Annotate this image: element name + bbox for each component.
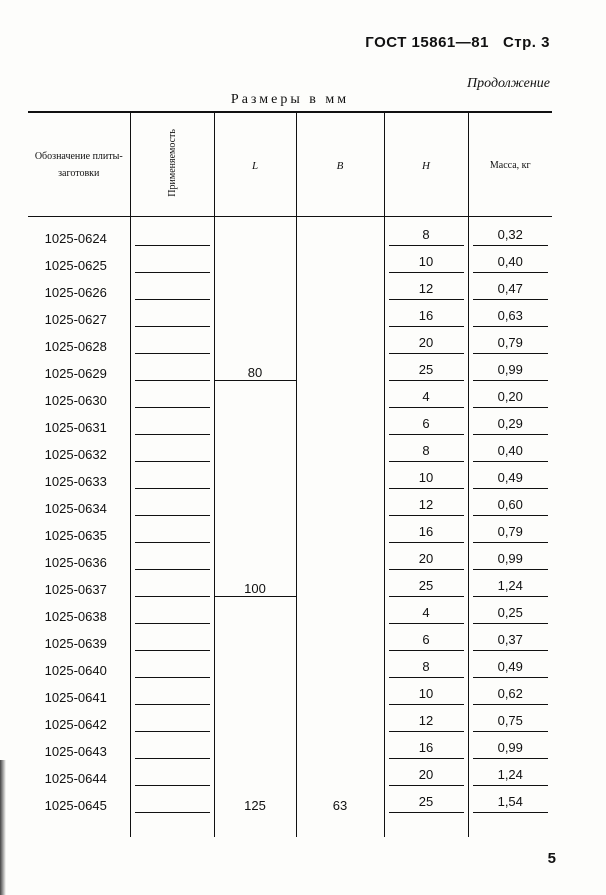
H-value-cell	[384, 327, 468, 354]
designation-cell: 1025-0629	[44, 365, 107, 381]
mass-value-cell	[468, 216, 552, 246]
mass-value-cell	[468, 651, 552, 678]
designation-cell: 1025-0641	[44, 689, 107, 705]
designation-cell: 1025-0645	[44, 797, 107, 813]
applicability-blank-line	[135, 252, 210, 273]
applicability-blank-line	[135, 225, 210, 246]
mass-value-cell	[468, 759, 552, 786]
mass-value: 0,79	[473, 333, 549, 354]
applicability-cell	[130, 543, 214, 570]
applicability-blank-line	[135, 441, 210, 462]
H-value-cell	[384, 570, 468, 597]
designation-cell: 1025-0633	[44, 473, 107, 489]
designation-cell: 1025-0628	[44, 338, 107, 354]
applicability-cell	[130, 759, 214, 786]
applicability-blank-line	[135, 630, 210, 651]
applicability-cell	[130, 516, 214, 543]
applicability-blank-line	[135, 414, 210, 435]
table-row	[28, 381, 552, 408]
mass-value: 0,47	[473, 279, 549, 300]
mass-value-cell	[468, 678, 552, 705]
col-designation-header: Обозначение плиты-заготовки	[28, 112, 130, 216]
H-value: 20	[389, 333, 464, 354]
mass-value-cell	[468, 381, 552, 408]
designation-cell: 1025-0640	[44, 662, 107, 678]
H-value: 16	[389, 306, 464, 327]
col-B-header: B	[296, 112, 384, 216]
B-value-cell: 63	[296, 216, 384, 813]
L-value-cell: 100	[214, 381, 296, 597]
H-value-cell	[384, 408, 468, 435]
mass-value-cell	[468, 327, 552, 354]
H-value-cell	[384, 732, 468, 759]
H-value: 10	[389, 468, 464, 489]
mass-value-cell	[468, 624, 552, 651]
designation-cell: 1025-0634	[44, 500, 107, 516]
H-value-cell	[384, 759, 468, 786]
applicability-cell	[130, 246, 214, 273]
H-value-cell	[384, 435, 468, 462]
applicability-cell	[130, 597, 214, 624]
H-value-cell	[384, 489, 468, 516]
applicability-blank-line	[135, 603, 210, 624]
designation-cell: 1025-0624	[44, 230, 107, 246]
mass-value-cell	[468, 786, 552, 813]
H-value: 12	[389, 279, 464, 300]
applicability-cell	[130, 624, 214, 651]
mass-value-cell	[468, 543, 552, 570]
applicability-blank-line	[135, 549, 210, 570]
applicability-blank-line	[135, 765, 210, 786]
applicability-cell	[130, 300, 214, 327]
mass-value: 1,54	[473, 792, 549, 813]
applicability-cell	[130, 786, 214, 813]
designation-cell: 1025-0626	[44, 284, 107, 300]
H-value: 25	[389, 792, 464, 813]
H-value-cell	[384, 354, 468, 381]
applicability-blank-line	[135, 738, 210, 759]
H-value-cell	[384, 246, 468, 273]
continuation-label: Продолжение	[467, 76, 550, 91]
H-value: 25	[389, 360, 464, 381]
mass-value-cell	[468, 246, 552, 273]
designation-cell: 1025-0636	[44, 554, 107, 570]
mass-value: 0,20	[473, 387, 549, 408]
mass-value-cell	[468, 354, 552, 381]
applicability-cell	[130, 705, 214, 732]
applicability-cell	[130, 273, 214, 300]
B-trailing-cell	[296, 813, 384, 837]
applicability-cell	[130, 435, 214, 462]
mass-value-cell	[468, 516, 552, 543]
mass-value-cell	[468, 462, 552, 489]
col-H-header: H	[384, 112, 468, 216]
applicability-cell	[130, 570, 214, 597]
mass-value: 1,24	[473, 765, 549, 786]
designation-cell: 1025-0632	[44, 446, 107, 462]
H-value: 10	[389, 252, 464, 273]
designation-cell: 1025-0644	[44, 770, 107, 786]
sizes-caption: Размеры в мм	[230, 92, 350, 107]
H-value-cell	[384, 300, 468, 327]
mass-value-cell	[468, 273, 552, 300]
H-value-cell	[384, 516, 468, 543]
mass-value: 0,99	[473, 738, 549, 759]
applicability-cell	[130, 651, 214, 678]
applicability-blank-line	[135, 387, 210, 408]
mass-value: 0,49	[473, 657, 549, 678]
applicability-blank-line	[135, 306, 210, 327]
mass-value-cell	[468, 597, 552, 624]
designation-cell: 1025-0625	[44, 257, 107, 273]
designation-cell: 1025-0627	[44, 311, 107, 327]
applicability-blank-line	[135, 711, 210, 732]
applicability-blank-line	[135, 495, 210, 516]
col-applicability-header: Применяемость	[130, 112, 214, 216]
H-value: 6	[389, 414, 464, 435]
H-value: 4	[389, 603, 464, 624]
applicability-cell	[130, 462, 214, 489]
col-L-header: L	[214, 112, 296, 216]
mass-value: 0,79	[473, 522, 549, 543]
trailing-cell	[214, 813, 296, 837]
L-value-cell: 80	[214, 216, 296, 381]
plate-blank-table	[28, 111, 552, 837]
H-value-cell	[384, 381, 468, 408]
col-mass-header: Масса, кг	[468, 112, 552, 216]
mass-value: 0,32	[473, 225, 549, 246]
applicability-blank-line	[135, 468, 210, 489]
table-trailing-row	[28, 813, 552, 837]
H-value: 8	[389, 657, 464, 678]
trailing-cell	[28, 813, 130, 837]
applicability-cell	[130, 489, 214, 516]
mass-value: 0,75	[473, 711, 549, 732]
mass-value-cell	[468, 435, 552, 462]
H-value: 16	[389, 738, 464, 759]
applicability-cell	[130, 354, 214, 381]
applicability-cell	[130, 327, 214, 354]
mass-value-cell	[468, 705, 552, 732]
designation-cell: 1025-0639	[44, 635, 107, 651]
H-value: 6	[389, 630, 464, 651]
table-body	[28, 216, 552, 837]
designation-cell: 1025-0638	[44, 608, 107, 624]
trailing-cell	[130, 813, 214, 837]
designation-cell: 1025-0630	[44, 392, 107, 408]
H-value: 12	[389, 711, 464, 732]
mass-value: 0,25	[473, 603, 549, 624]
mass-value: 0,29	[473, 414, 549, 435]
H-value: 4	[389, 387, 464, 408]
H-value: 10	[389, 684, 464, 705]
applicability-blank-line	[135, 657, 210, 678]
designation-cell: 1025-0631	[44, 419, 107, 435]
H-value-cell	[384, 678, 468, 705]
applicability-cell	[130, 408, 214, 435]
mass-value-cell	[468, 489, 552, 516]
H-value-cell	[384, 786, 468, 813]
page-label: Стр. 3	[502, 34, 550, 51]
mass-value: 1,24	[473, 576, 549, 597]
mass-value: 0,99	[473, 360, 549, 381]
H-value-cell	[384, 597, 468, 624]
mass-value: 0,62	[473, 684, 549, 705]
mass-value-cell	[468, 408, 552, 435]
H-value-cell	[384, 705, 468, 732]
page-edge-shadow	[0, 760, 6, 895]
designation-cell: 1025-0642	[44, 716, 107, 732]
mass-value: 0,37	[473, 630, 549, 651]
designation-cell: 1025-0635	[44, 527, 107, 543]
applicability-blank-line	[135, 792, 210, 813]
H-value-cell	[384, 651, 468, 678]
table-row	[28, 597, 552, 624]
designation-cell: 1025-0643	[44, 743, 107, 759]
L-value-cell: 125	[214, 597, 296, 813]
standard-number: ГОСТ 15861—81	[365, 34, 489, 51]
page-header	[365, 34, 550, 51]
mass-value-cell	[468, 570, 552, 597]
designation-cell: 1025-0637	[44, 581, 107, 597]
mass-value: 0,40	[473, 252, 549, 273]
applicability-blank-line	[135, 522, 210, 543]
applicability-blank-line	[135, 576, 210, 597]
mass-value: 0,49	[473, 468, 549, 489]
mass-value: 0,63	[473, 306, 549, 327]
H-value-cell	[384, 543, 468, 570]
H-value-cell	[384, 462, 468, 489]
H-value: 16	[389, 522, 464, 543]
trailing-cell	[468, 813, 552, 837]
H-value-cell	[384, 624, 468, 651]
H-value: 8	[389, 225, 464, 246]
applicability-cell	[130, 732, 214, 759]
H-value: 8	[389, 441, 464, 462]
table-header-row	[28, 112, 552, 216]
H-value: 20	[389, 549, 464, 570]
H-value: 20	[389, 765, 464, 786]
page-number: 5	[547, 850, 556, 867]
mass-value-cell	[468, 300, 552, 327]
mass-value: 0,40	[473, 441, 549, 462]
mass-value: 0,60	[473, 495, 549, 516]
mass-value-cell	[468, 732, 552, 759]
applicability-blank-line	[135, 279, 210, 300]
applicability-blank-line	[135, 684, 210, 705]
H-value-cell	[384, 273, 468, 300]
applicability-blank-line	[135, 333, 210, 354]
H-value: 12	[389, 495, 464, 516]
H-value: 25	[389, 576, 464, 597]
applicability-cell	[130, 381, 214, 408]
mass-value: 0,99	[473, 549, 549, 570]
H-value-cell	[384, 216, 468, 246]
trailing-cell	[384, 813, 468, 837]
applicability-cell	[130, 216, 214, 246]
applicability-cell	[130, 678, 214, 705]
table-row	[28, 216, 552, 246]
applicability-blank-line	[135, 360, 210, 381]
